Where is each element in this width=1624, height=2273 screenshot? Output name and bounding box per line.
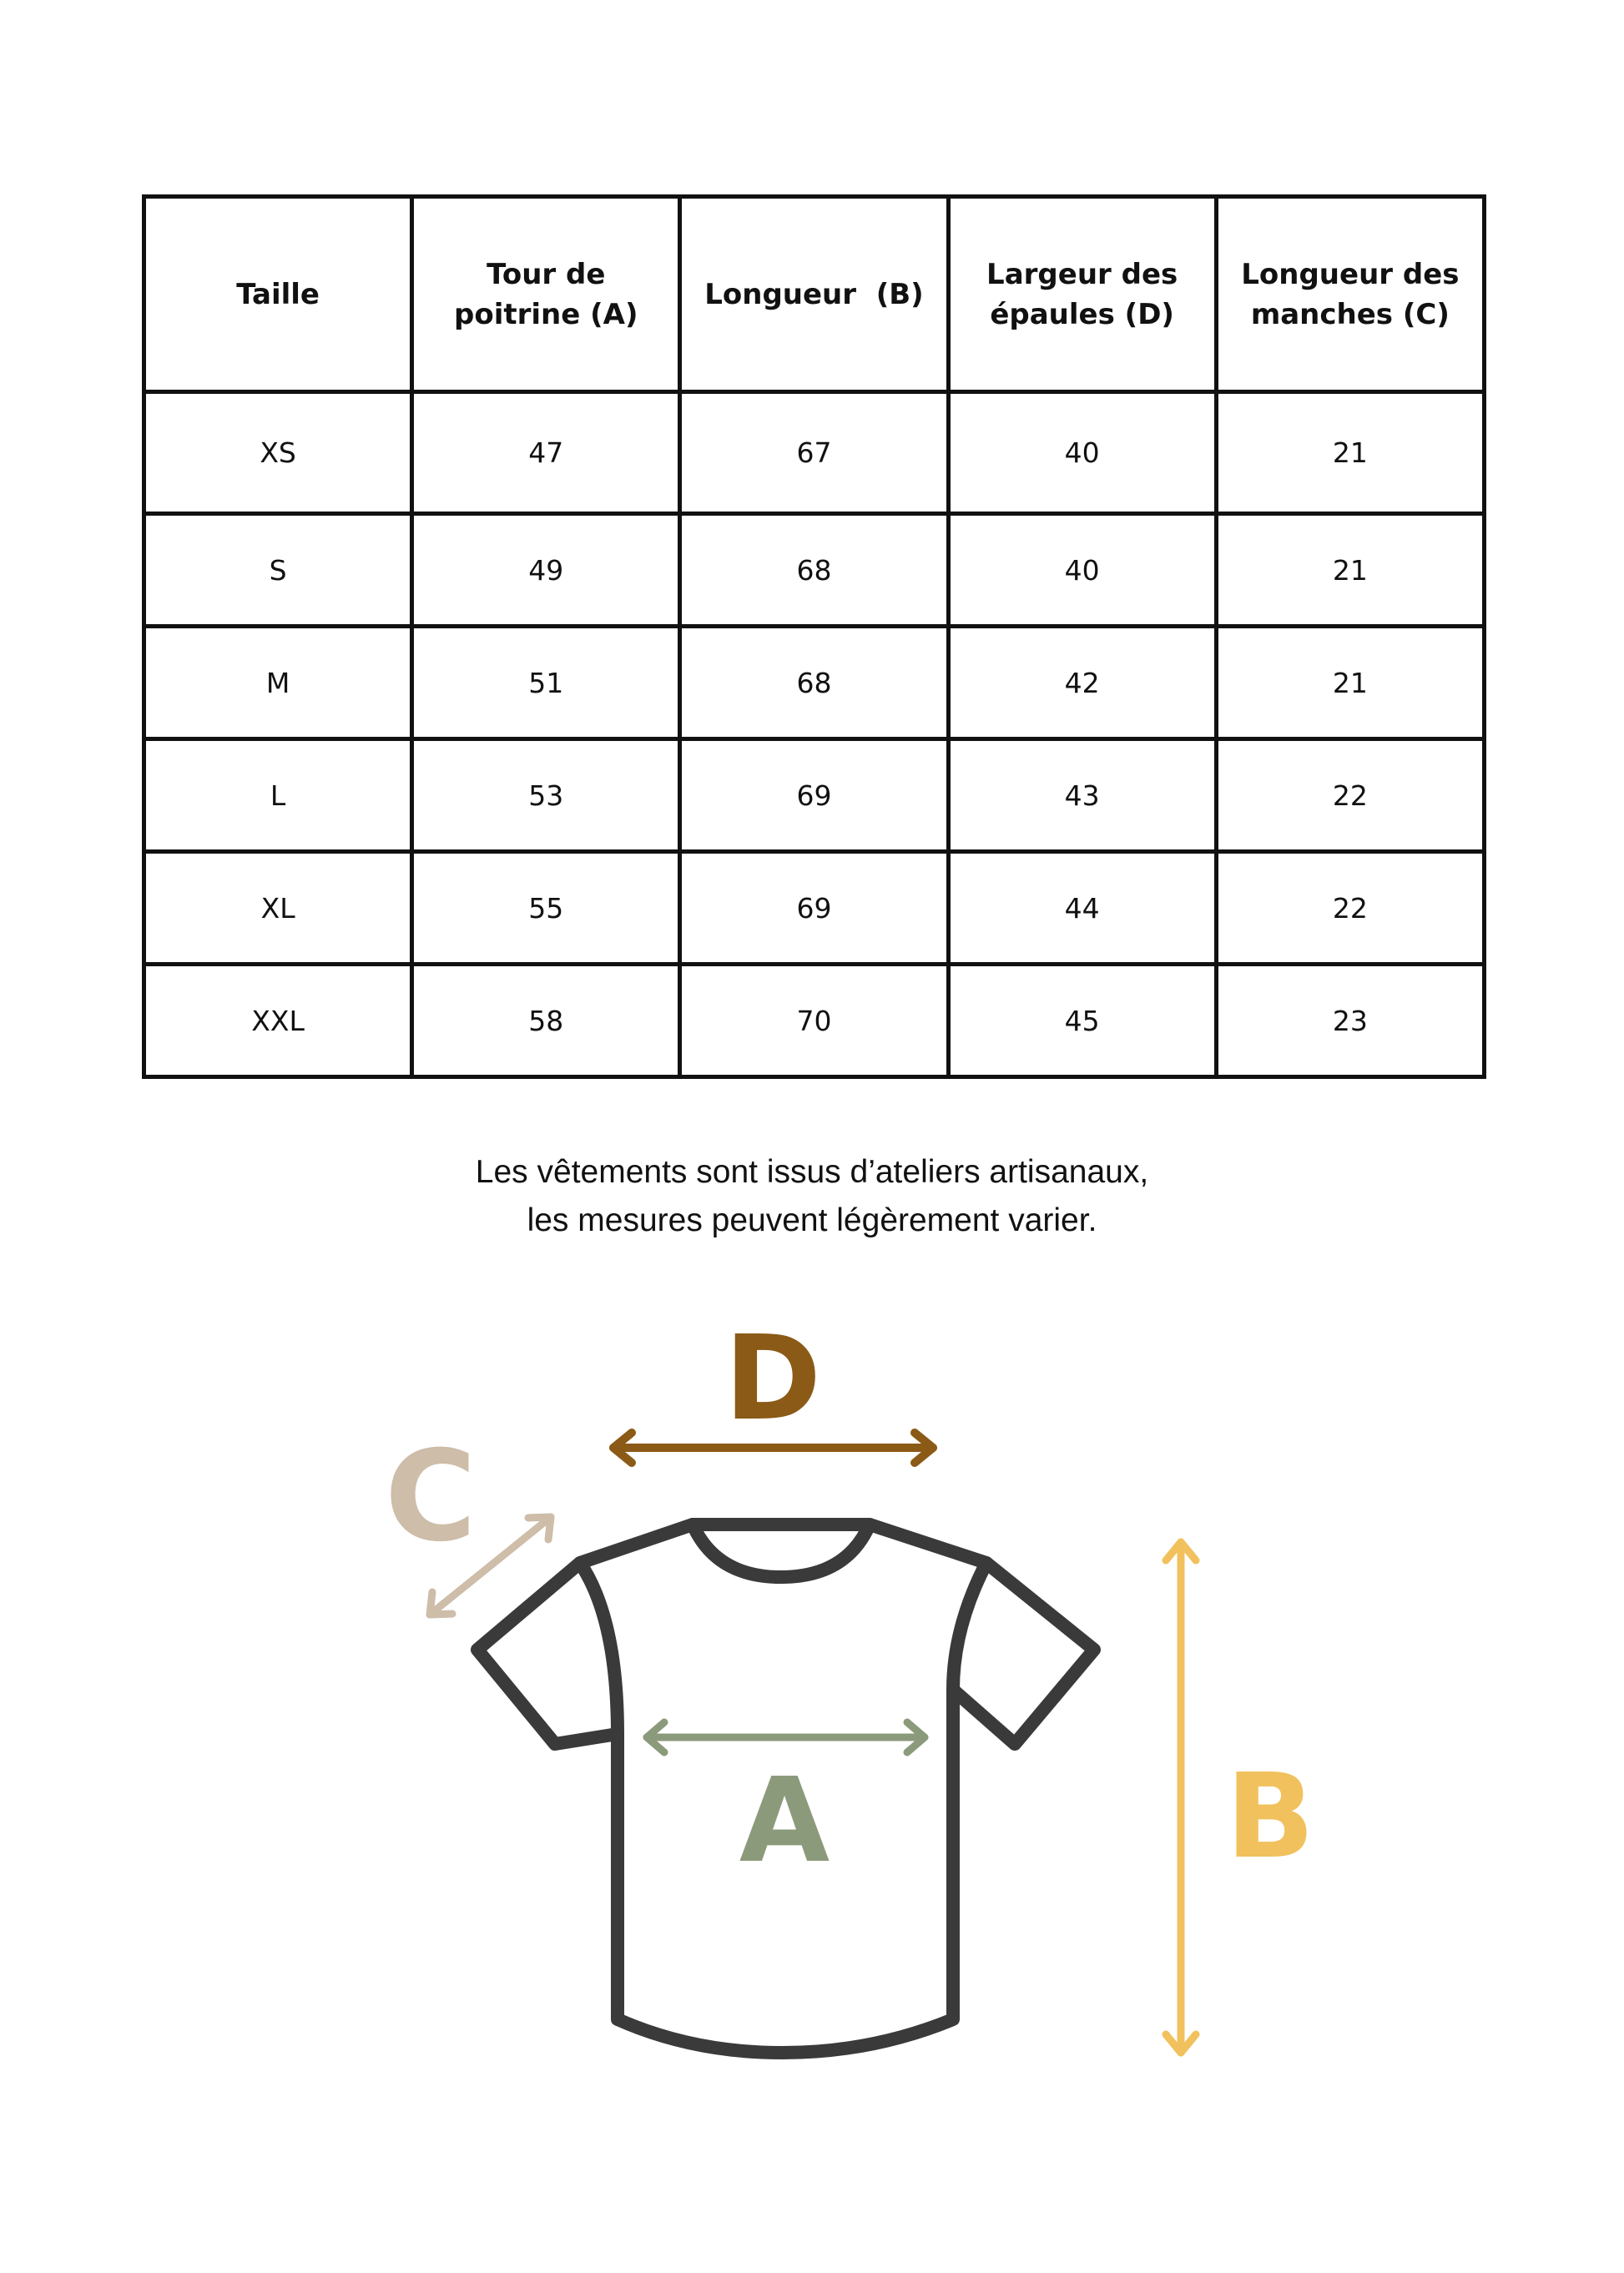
header-largeur-epaules [948, 197, 1216, 392]
cell-size: XXL [144, 965, 412, 1077]
arrow-b-icon [1166, 1542, 1196, 2053]
cell-length: 69 [680, 852, 948, 965]
tshirt-collar-outline [693, 1525, 870, 1577]
tshirt-right-sleeve-seam [953, 1563, 986, 1690]
table-row [144, 739, 1485, 852]
cell-size: XL [144, 852, 412, 965]
cell-chest: 53 [412, 739, 680, 852]
cell-shoulders: 40 [948, 392, 1216, 514]
cell-sleeves: 22 [1216, 739, 1484, 852]
cell-length: 68 [680, 514, 948, 627]
cell-sleeves: 21 [1216, 627, 1484, 739]
cell-chest: 55 [412, 852, 680, 965]
cell-shoulders: 44 [948, 852, 1216, 965]
table-header-row [144, 197, 1485, 392]
header-text: épaules (D) [990, 297, 1174, 331]
arrow-d-icon [613, 1433, 933, 1463]
header-tour-de-poitrine [412, 197, 680, 392]
tshirt-left-sleeve-seam [580, 1563, 618, 1734]
cell-length: 70 [680, 965, 948, 1077]
size-table [142, 194, 1486, 1079]
header-text: Taille [236, 277, 320, 311]
header-longueur-manches [1216, 197, 1484, 392]
table-row [144, 514, 1485, 627]
header-text: poitrine (A) [454, 297, 638, 331]
header-text: Longueur (B) [704, 277, 924, 311]
cell-size: M [144, 627, 412, 739]
header-text: Tour de [487, 257, 606, 291]
arrow-c-icon [430, 1517, 551, 1615]
header-taille [144, 197, 412, 392]
table-row [144, 965, 1485, 1077]
disclaimer-line-2: les mesures peuvent légèrement varier. [527, 1202, 1097, 1238]
table-row [144, 627, 1485, 739]
cell-length: 67 [680, 392, 948, 514]
cell-sleeves: 21 [1216, 514, 1484, 627]
cell-sleeves: 21 [1216, 392, 1484, 514]
cell-shoulders: 45 [948, 965, 1216, 1077]
table-row [144, 392, 1485, 514]
cell-size: L [144, 739, 412, 852]
disclaimer-line-1: Les vêtements sont issus d’ateliers artisanaux, [475, 1154, 1149, 1190]
cell-size: XS [144, 392, 412, 514]
label-d: D [724, 1311, 822, 1447]
cell-chest: 58 [412, 965, 680, 1077]
cell-length: 69 [680, 739, 948, 852]
cell-sleeves: 22 [1216, 852, 1484, 965]
cell-length: 68 [680, 627, 948, 739]
cell-shoulders: 42 [948, 627, 1216, 739]
cell-chest: 51 [412, 627, 680, 739]
arrow-a-icon [647, 1722, 925, 1752]
header-text: Largeur des [986, 257, 1178, 291]
label-a: A [739, 1753, 830, 1889]
header-text: manches (C) [1250, 297, 1450, 331]
label-b: B [1225, 1749, 1315, 1885]
tshirt-icon [477, 1525, 1094, 2053]
label-c: C [384, 1424, 477, 1570]
table-row [144, 852, 1485, 965]
header-longueur [680, 197, 948, 392]
cell-chest: 49 [412, 514, 680, 627]
cell-shoulders: 43 [948, 739, 1216, 852]
cell-size: S [144, 514, 412, 627]
cell-chest: 47 [412, 392, 680, 514]
header-text: Longueur des [1241, 257, 1460, 291]
tshirt-body-outline [477, 1525, 1094, 2053]
cell-shoulders: 40 [948, 514, 1216, 627]
cell-sleeves: 23 [1216, 965, 1484, 1077]
